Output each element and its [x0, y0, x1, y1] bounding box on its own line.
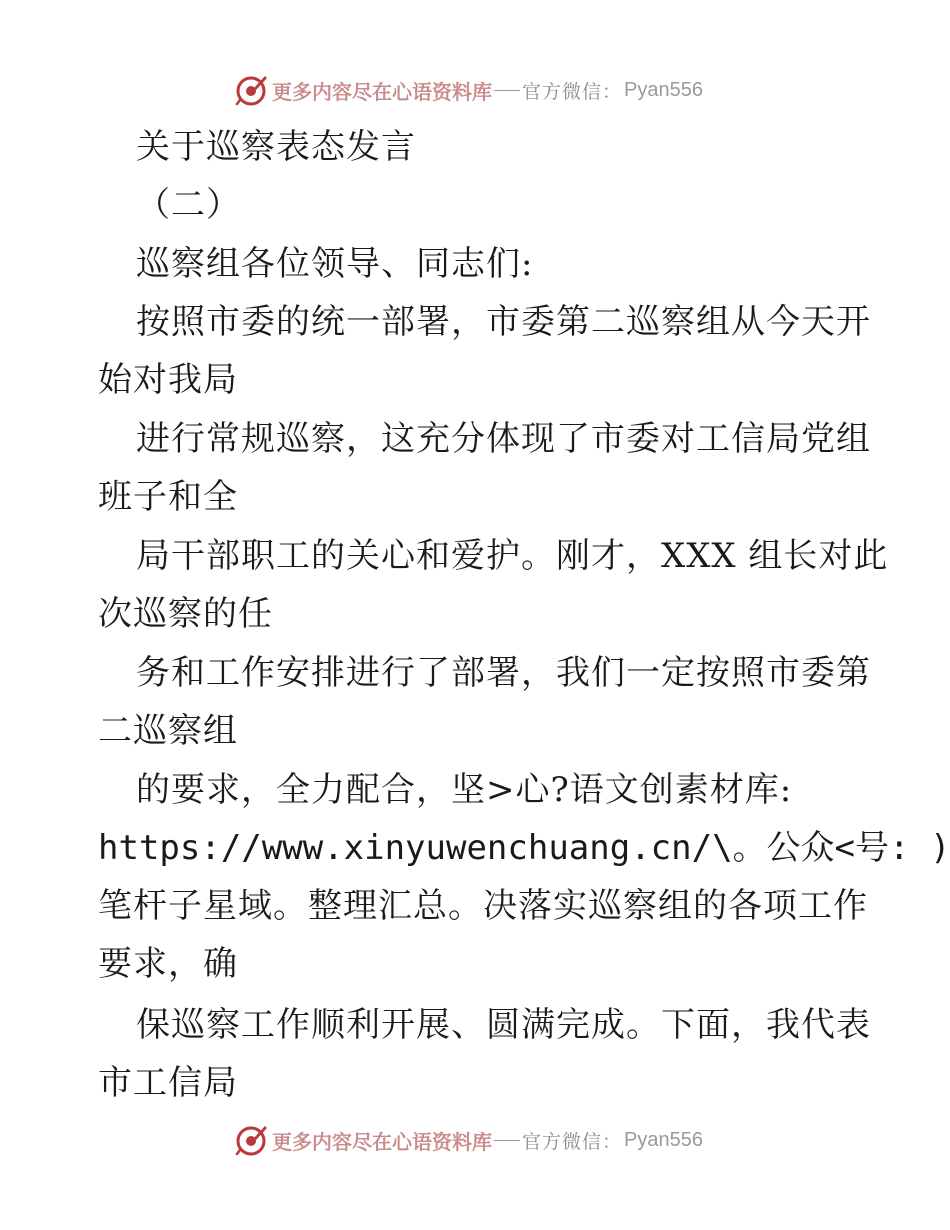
document-subtitle: （二）: [136, 185, 241, 225]
paragraph-line: 保巡察工作顺利开展、圆满完成。下面，我代表: [136, 1005, 871, 1045]
header-brand-text: 更多内容尽在心语资料库: [272, 79, 492, 104]
footer-wechat-id: Pyan556: [624, 1128, 703, 1151]
paragraph-line: 局干部职工的关心和爱护。刚才，XXX 组长对此: [136, 536, 889, 576]
footer-dash: [494, 1140, 520, 1141]
paragraph-line: 二巡察组: [98, 711, 238, 751]
paragraph-line: 次巡察的任: [98, 594, 273, 634]
paragraph-line-url: https://www.xinyuwenchuang.cn/\。公众<号: ): [98, 828, 950, 868]
footer-official-text: 官方微信：: [522, 1130, 623, 1153]
paragraph-line: 务和工作安排进行了部署，我们一定按照市委第: [136, 653, 871, 693]
footer-brand-text: 更多内容尽在心语资料库: [272, 1129, 492, 1154]
paragraph-line: 按照市委的统一部署，市委第二巡察组从今天开: [136, 302, 871, 342]
salutation: 巡察组各位领导、同志们:: [136, 244, 534, 284]
paragraph-line: 的要求，全力配合，坚>心?语文创素材库:: [136, 770, 793, 810]
quill-logo-icon: [234, 73, 268, 107]
header-watermark: [234, 70, 754, 110]
paragraph-line: 市工信局: [98, 1063, 238, 1103]
quill-logo-icon: [234, 1123, 268, 1157]
paragraph-line: 始对我局: [98, 360, 238, 400]
header-wechat-id: Pyan556: [624, 78, 703, 101]
paragraph-line: 班子和全: [98, 477, 238, 517]
paragraph-line: 进行常规巡察，这充分体现了市委对工信局党组: [136, 419, 871, 459]
paragraph-line: 笔杆子星域。整理汇总。决落实巡察组的各项工作: [98, 886, 868, 926]
footer-watermark: [234, 1120, 754, 1160]
paragraph-line: 要求，确: [98, 944, 238, 984]
header-official-text: 官方微信：: [522, 80, 623, 103]
document-title: 关于巡察表态发言: [136, 127, 416, 167]
header-dash: [494, 90, 520, 91]
